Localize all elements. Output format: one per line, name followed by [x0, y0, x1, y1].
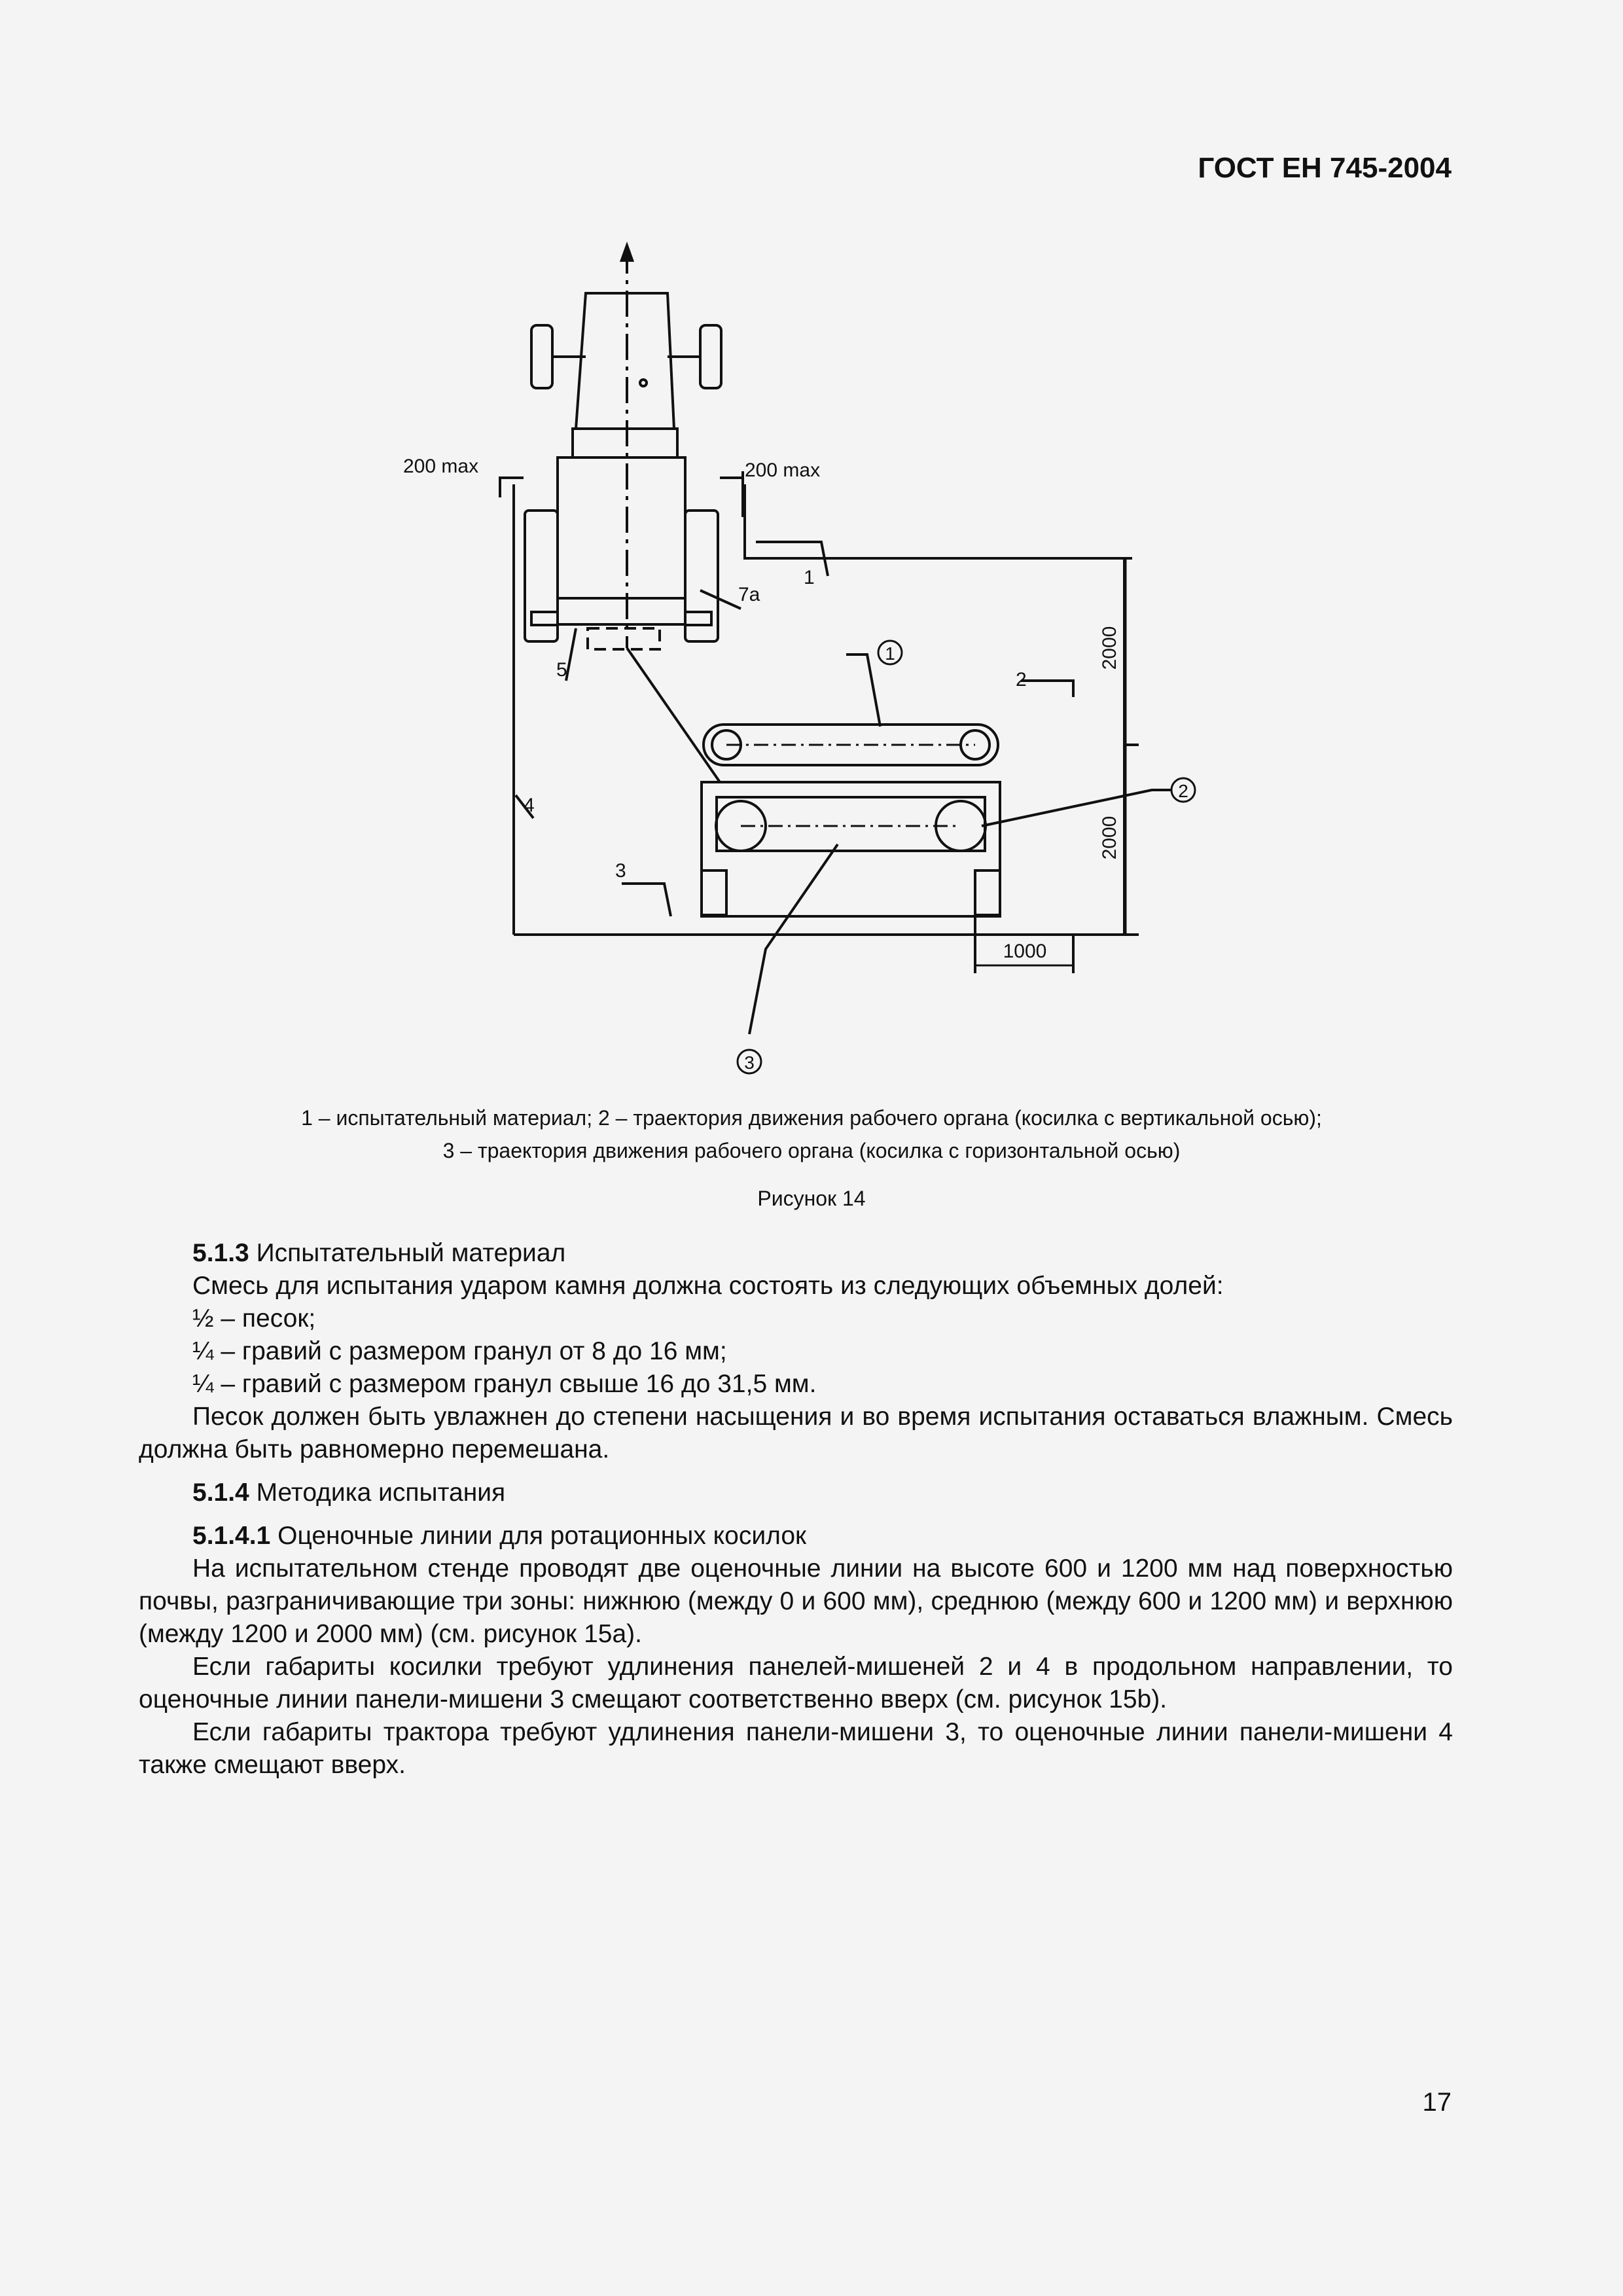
figure-caption: Рисунок 14 — [757, 1187, 866, 1210]
callout-3-text: 3 — [744, 1052, 755, 1073]
document-body — [139, 1237, 1453, 1782]
legend-line-1: 1 – испытательный материал; 2 – траектория движения рабочего органа (косилка с вертикальной осью); — [301, 1106, 1322, 1130]
label-3: 3 — [615, 860, 626, 882]
panel-2 — [745, 484, 1124, 935]
label-5: 5 — [556, 659, 567, 681]
label-2: 2 — [1016, 669, 1027, 691]
legend-line-2: 3 – траектория движения рабочего органа (косилка с горизонтальной осью) — [442, 1139, 1181, 1162]
label-right-max: 200 max — [745, 459, 821, 481]
paragraph: Смесь для испытания ударом камня должна состоять из следующих объемных долей: — [192, 1272, 1224, 1300]
paragraph: Песок должен быть увлажнен до степени насыщения и во время испытания оставаться влажным. Смесь должна быть равномерно перемешана. — [139, 1403, 1453, 1463]
section-title: Методика испытания — [249, 1479, 506, 1507]
callout-2-text: 2 — [1178, 781, 1188, 801]
list-item: ¼ – гравий с размером гранул свыше 16 до 31,5 мм. — [192, 1370, 817, 1398]
list-item: ½ – песок; — [192, 1304, 316, 1333]
dim-bottom-text: 1000 — [1003, 941, 1047, 962]
figure-14-diagram — [0, 0, 1623, 1113]
section-title: Испытательный материал — [249, 1239, 566, 1267]
dim-lower-text: 2000 — [1099, 816, 1120, 860]
section-514-heading — [139, 1477, 1453, 1509]
page-number: 17 — [1422, 2088, 1452, 2117]
paragraph: На испытательном стенде проводят две оценочные линии на высоте 600 и 1200 мм над поверхностью почвы, разграничивающие три зоны: нижнюю (между 0 и 600 мм), среднюю (между 600 и 1200 мм) и верхнюю (между 1200 и 2000 мм) (см. рисунок 15a). — [139, 1554, 1453, 1648]
paragraph: Если габариты косилки требуют удлинения панелей-мишеней 2 и 4 в продольном направлении, то оценочные линии панели-мишени 3 смещают соответственно вверх (см. рисунок 15b). — [139, 1653, 1453, 1713]
trajectory-3 — [717, 797, 985, 851]
tractor-hood — [576, 293, 674, 429]
axis-arrow — [620, 243, 633, 262]
dim-upper-text: 2000 — [1099, 626, 1120, 670]
paragraph: Если габариты трактора требуют удлинения панели-мишени 3, то оценочные линии панели-мишени 4 также смещают вверх. — [139, 1718, 1453, 1779]
mower-dashed — [588, 628, 660, 649]
section-number: 5.1.4.1 — [192, 1522, 271, 1550]
front-wheel-left — [531, 325, 552, 388]
document-header: ГОСТ ЕН 745-2004 — [1198, 152, 1452, 184]
front-wheel-right — [700, 325, 721, 388]
figure-legend — [131, 1102, 1492, 1167]
label-1: 1 — [804, 567, 815, 588]
label-left-max: 200 max — [403, 456, 479, 477]
rear-wheel-left — [525, 511, 558, 641]
section-number: 5.1.4 — [192, 1479, 249, 1507]
callout-1-text: 1 — [885, 643, 895, 664]
section-5141-heading — [139, 1520, 1453, 1552]
list-item: ¼ – гравий с размером гранул от 8 до 16 мм; — [192, 1337, 727, 1365]
label-7a: 7a — [738, 584, 760, 605]
rear-wheel-right — [685, 511, 718, 641]
tractor-body — [573, 429, 677, 457]
label-4: 4 — [524, 795, 535, 816]
section-title: Оценочные линии для ротационных косилок — [270, 1522, 807, 1550]
section-number: 5.1.3 — [192, 1239, 249, 1267]
section-513-heading — [139, 1237, 1453, 1270]
tractor-cabin — [558, 457, 685, 598]
